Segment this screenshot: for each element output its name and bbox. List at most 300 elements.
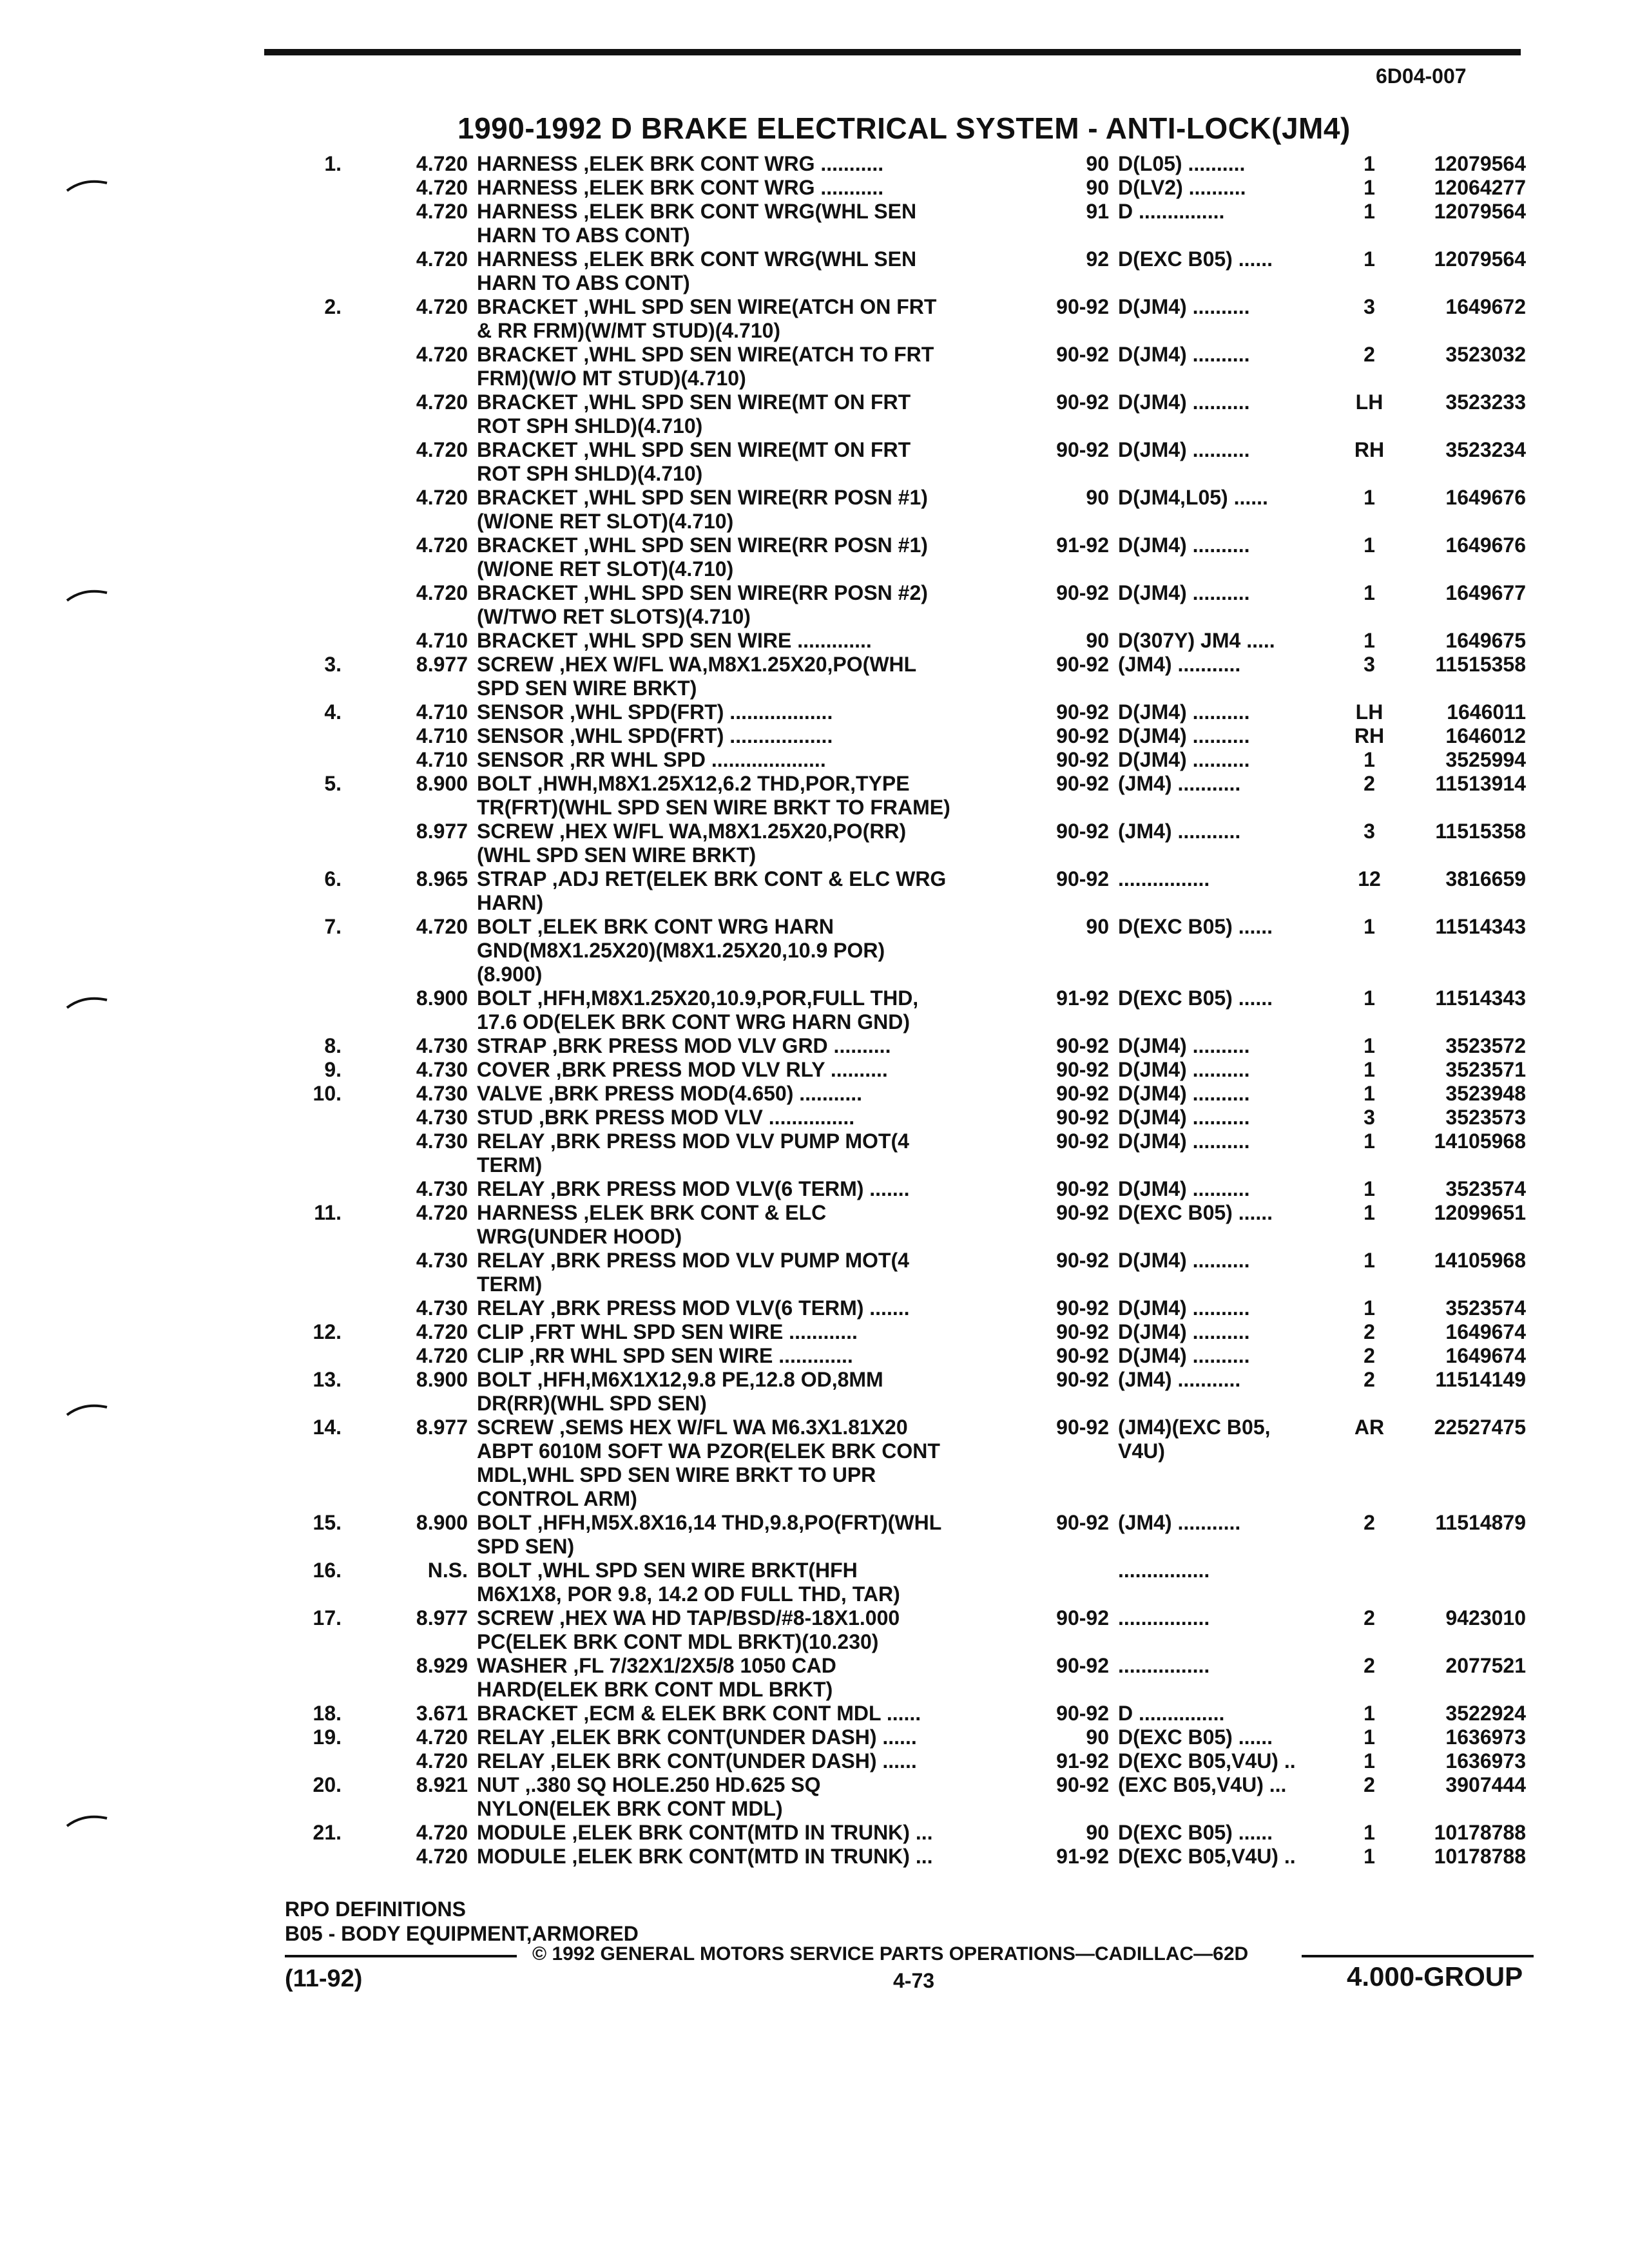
group-number: 4.730 <box>416 1034 468 1057</box>
part-description: RELAY ,ELEK BRK CONT(UNDER DASH) ...... <box>477 1749 917 1773</box>
quantity: 2 <box>1364 343 1375 366</box>
group-number: 8.900 <box>416 986 468 1010</box>
part-row <box>0 1702 1629 1725</box>
part-number: 12079564 <box>1434 200 1526 223</box>
model-year: 91 <box>1086 200 1109 223</box>
group-number: 4.710 <box>416 700 468 724</box>
part-description: SENSOR ,WHL SPD(FRT) .................. <box>477 700 833 724</box>
part-row <box>0 1821 1629 1845</box>
model-usage: D(EXC B05,V4U) .. <box>1118 1749 1296 1773</box>
part-description: BRACKET ,WHL SPD SEN WIRE ............. <box>477 629 872 652</box>
model-year: 90 <box>1086 152 1109 175</box>
model-usage: (JM4) ........... <box>1118 820 1241 843</box>
part-number: 3907444 <box>1445 1773 1526 1796</box>
binder-mark <box>64 175 110 195</box>
quantity: 1 <box>1364 1845 1375 1868</box>
model-usage: D(JM4) .......... <box>1118 748 1250 771</box>
part-description: SENSOR ,WHL SPD(FRT) .................. <box>477 724 833 747</box>
quantity: 2 <box>1364 1511 1375 1534</box>
quantity: 1 <box>1364 1296 1375 1320</box>
model-year: 90-92 <box>1056 1058 1109 1081</box>
part-row <box>0 629 1629 653</box>
group-number: 4.720 <box>416 1320 468 1343</box>
ref-number: 17. <box>313 1606 342 1629</box>
ref-number: 5. <box>324 772 342 795</box>
part-description: SCREW ,HEX W/FL WA,M8X1.25X20,PO(WHL SPD SEN WIRE BRKT) <box>477 653 917 700</box>
ref-number: 15. <box>313 1511 342 1534</box>
model-usage: (JM4) ........... <box>1118 1368 1241 1391</box>
model-usage: D(JM4) .......... <box>1118 390 1250 414</box>
part-description: RELAY ,BRK PRESS MOD VLV(6 TERM) ....... <box>477 1177 910 1200</box>
ref-number: 6. <box>324 867 342 890</box>
part-number: 11514343 <box>1435 915 1526 938</box>
part-number: 3523233 <box>1445 390 1526 414</box>
part-number: 1636973 <box>1445 1725 1526 1749</box>
part-number: 11514149 <box>1435 1368 1526 1391</box>
part-row <box>0 1845 1629 1869</box>
quantity: 1 <box>1364 1702 1375 1725</box>
part-row <box>0 1725 1629 1749</box>
part-number: 12079564 <box>1434 152 1526 175</box>
parts-list <box>0 152 1629 1869</box>
model-usage: D(JM4) .......... <box>1118 1106 1250 1129</box>
part-number: 11515358 <box>1435 820 1526 843</box>
model-usage: (JM4) ........... <box>1118 1511 1241 1534</box>
part-row <box>0 1749 1629 1773</box>
part-row <box>0 986 1629 1034</box>
model-year: 90-92 <box>1056 1106 1109 1129</box>
part-description: WASHER ,FL 7/32X1/2X5/8 1050 CAD HARD(ELEK BRK CONT MDL BRKT) <box>477 1654 836 1701</box>
model-year: 90-92 <box>1056 1129 1109 1153</box>
part-number: 9423010 <box>1445 1606 1526 1629</box>
ref-number: 18. <box>313 1702 342 1725</box>
group-number: 4.710 <box>416 724 468 747</box>
part-row <box>0 724 1629 748</box>
part-description: HARNESS ,ELEK BRK CONT WRG ........... <box>477 176 884 199</box>
model-year: 90-92 <box>1056 1606 1109 1629</box>
model-year: 90-92 <box>1056 748 1109 771</box>
model-usage: D ............... <box>1118 1702 1225 1725</box>
part-number: 11514879 <box>1435 1511 1526 1534</box>
group-number: 4.710 <box>416 748 468 771</box>
part-description: SCREW ,HEX WA HD TAP/BSD/#8-18X1.000 PC(ELEK BRK CONT MDL BRKT)(10.230) <box>477 1606 900 1653</box>
quantity: 1 <box>1364 581 1375 604</box>
group-number: 4.720 <box>416 915 468 938</box>
quantity: LH <box>1355 390 1383 414</box>
model-year: 90-92 <box>1056 1201 1109 1224</box>
ref-number: 11. <box>314 1201 342 1224</box>
model-usage: D(EXC B05) ...... <box>1118 1201 1273 1224</box>
model-year: 90 <box>1086 176 1109 199</box>
group-number: 8.965 <box>416 867 468 890</box>
model-year: 90-92 <box>1056 1773 1109 1796</box>
part-row <box>0 343 1629 390</box>
model-usage: D(JM4) .......... <box>1118 533 1250 557</box>
part-number: 11513914 <box>1435 772 1526 795</box>
footer-rule-right <box>1302 1955 1534 1957</box>
model-usage: D(JM4) .......... <box>1118 1344 1250 1367</box>
group-number: 4.720 <box>416 295 468 318</box>
part-description: BOLT ,HFH,M6X1X12,9.8 PE,12.8 OD,8MM DR(RR)(WHL SPD SEN) <box>477 1368 883 1415</box>
model-year: 90-92 <box>1056 1034 1109 1057</box>
part-number: 3816659 <box>1445 867 1526 890</box>
quantity: 1 <box>1364 629 1375 652</box>
model-usage: ................ <box>1118 1606 1210 1629</box>
quantity: 2 <box>1364 1368 1375 1391</box>
model-usage: D ............... <box>1118 200 1225 223</box>
part-row <box>0 1773 1629 1821</box>
part-description: RELAY ,BRK PRESS MOD VLV PUMP MOT(4 TERM) <box>477 1129 909 1177</box>
ref-number: 16. <box>313 1559 342 1582</box>
model-year: 90-92 <box>1056 1654 1109 1677</box>
page-code: 6D04-007 <box>1376 64 1467 88</box>
model-year: 92 <box>1086 247 1109 271</box>
part-number: 14105968 <box>1434 1129 1526 1153</box>
part-description: MODULE ,ELEK BRK CONT(MTD IN TRUNK) ... <box>477 1845 933 1868</box>
quantity: 3 <box>1364 1106 1375 1129</box>
group-number: 4.720 <box>416 247 468 271</box>
model-usage: D(JM4) .......... <box>1118 1034 1250 1057</box>
quantity: 2 <box>1364 1606 1375 1629</box>
quantity: 1 <box>1364 247 1375 271</box>
model-usage: D(JM4,L05) ...... <box>1118 486 1268 509</box>
rpo-definition: B05 - BODY EQUIPMENT,ARMORED <box>285 1922 639 1945</box>
model-usage: D(EXC B05) ...... <box>1118 986 1273 1010</box>
quantity: 12 <box>1358 867 1381 890</box>
model-usage: D(JM4) .......... <box>1118 295 1250 318</box>
model-year: 90 <box>1086 915 1109 938</box>
part-description: BRACKET ,WHL SPD SEN WIRE(RR POSN #1) (W/ONE RET SLOT)(4.710) <box>477 533 928 581</box>
model-year: 90-92 <box>1056 1177 1109 1200</box>
quantity: 1 <box>1364 986 1375 1010</box>
quantity: 2 <box>1364 1320 1375 1343</box>
page-title: 1990-1992 D BRAKE ELECTRICAL SYSTEM - ANTI-LOCK(JM4) <box>458 111 1351 145</box>
group-number: 4.730 <box>416 1106 468 1129</box>
part-row <box>0 438 1629 486</box>
part-row <box>0 1344 1629 1368</box>
part-description: HARNESS ,ELEK BRK CONT & ELC WRG(UNDER HOOD) <box>477 1201 827 1248</box>
model-usage: D(JM4) .......... <box>1118 581 1250 604</box>
ref-number: 4. <box>324 700 342 724</box>
part-description: BRACKET ,WHL SPD SEN WIRE(MT ON FRT ROT SPH SHLD)(4.710) <box>477 390 911 437</box>
part-number: 14105968 <box>1434 1249 1526 1272</box>
part-row <box>0 915 1629 986</box>
group-number: 4.720 <box>416 1749 468 1773</box>
part-row <box>0 176 1629 200</box>
part-description: CLIP ,RR WHL SPD SEN WIRE ............. <box>477 1344 853 1367</box>
part-number: 3523573 <box>1445 1106 1526 1129</box>
part-row <box>0 1511 1629 1559</box>
part-row <box>0 1058 1629 1082</box>
part-number: 1646011 <box>1447 700 1526 724</box>
part-row <box>0 1177 1629 1201</box>
part-description: HARNESS ,ELEK BRK CONT WRG(WHL SEN HARN TO ABS CONT) <box>477 247 917 294</box>
ref-number: 7. <box>324 915 342 938</box>
model-usage: D(LV2) .......... <box>1118 176 1246 199</box>
group-number: 4.720 <box>416 1845 468 1868</box>
part-description: HARNESS ,ELEK BRK CONT WRG ........... <box>477 152 884 175</box>
part-row <box>0 390 1629 438</box>
part-row <box>0 533 1629 581</box>
part-description: STRAP ,BRK PRESS MOD VLV GRD .......... <box>477 1034 891 1057</box>
part-row <box>0 1654 1629 1702</box>
group-number: 4.720 <box>416 1344 468 1367</box>
quantity: RH <box>1354 438 1385 461</box>
part-row <box>0 820 1629 867</box>
model-year: 90-92 <box>1056 438 1109 461</box>
model-usage: D(EXC B05,V4U) .. <box>1118 1845 1296 1868</box>
part-row <box>0 581 1629 629</box>
quantity: 1 <box>1364 1201 1375 1224</box>
model-usage: D(JM4) .......... <box>1118 1177 1250 1200</box>
quantity: 3 <box>1364 820 1375 843</box>
part-row <box>0 1559 1629 1606</box>
copyright: © 1992 GENERAL MOTORS SERVICE PARTS OPERATIONS—CADILLAC—62D <box>532 1943 1249 1965</box>
part-number: 3523574 <box>1445 1177 1526 1200</box>
quantity: 2 <box>1364 1344 1375 1367</box>
ref-number: 21. <box>313 1821 342 1844</box>
group-number: 4.720 <box>416 1201 468 1224</box>
ref-number: 10. <box>313 1082 342 1105</box>
part-number: 1636973 <box>1445 1749 1526 1773</box>
group-number: 8.977 <box>416 653 468 676</box>
part-number: 11515358 <box>1435 653 1526 676</box>
quantity: 2 <box>1364 1654 1375 1677</box>
model-usage: D(JM4) .......... <box>1118 343 1250 366</box>
group-number: 4.720 <box>416 1725 468 1749</box>
quantity: 1 <box>1364 176 1375 199</box>
quantity: 1 <box>1364 486 1375 509</box>
part-row <box>0 152 1629 176</box>
group-number: 4.730 <box>416 1249 468 1272</box>
part-description: BOLT ,WHL SPD SEN WIRE BRKT(HFH M6X1X8, POR 9.8, 14.2 OD FULL THD, TAR) <box>477 1559 900 1606</box>
part-row <box>0 867 1629 915</box>
model-usage: D(JM4) .......... <box>1118 1129 1250 1153</box>
part-number: 1649674 <box>1445 1320 1526 1343</box>
part-row <box>0 1201 1629 1249</box>
model-usage: D(JM4) .......... <box>1118 700 1250 724</box>
ref-number: 2. <box>324 295 342 318</box>
model-usage: D(EXC B05) ...... <box>1118 1725 1273 1749</box>
model-usage: D(JM4) .......... <box>1118 438 1250 461</box>
quantity: 1 <box>1364 1177 1375 1200</box>
rpo-heading: RPO DEFINITIONS <box>285 1898 466 1921</box>
part-row <box>0 653 1629 700</box>
model-year: 90-92 <box>1056 1368 1109 1391</box>
part-row <box>0 700 1629 724</box>
group-number: 4.710 <box>416 629 468 652</box>
group-number: N.S. <box>427 1559 468 1582</box>
model-year: 90-92 <box>1056 1416 1109 1439</box>
model-year: 91-92 <box>1056 1845 1109 1868</box>
model-usage: D(L05) .......... <box>1118 152 1246 175</box>
group-number: 4.720 <box>416 343 468 366</box>
part-row <box>0 1606 1629 1654</box>
model-year: 90-92 <box>1056 581 1109 604</box>
part-description: HARNESS ,ELEK BRK CONT WRG(WHL SEN HARN TO ABS CONT) <box>477 200 917 247</box>
quantity: 1 <box>1364 1249 1375 1272</box>
group-number: 4.720 <box>416 176 468 199</box>
group-number: 4.720 <box>416 1821 468 1844</box>
part-number: 1649672 <box>1445 295 1526 318</box>
group-number: 8.900 <box>416 772 468 795</box>
part-description: CLIP ,FRT WHL SPD SEN WIRE ............ <box>477 1320 858 1343</box>
part-row <box>0 1106 1629 1129</box>
group-number: 4.720 <box>416 581 468 604</box>
ref-number: 19. <box>313 1725 342 1749</box>
part-row <box>0 1082 1629 1106</box>
part-number: 1649677 <box>1445 581 1526 604</box>
part-number: 3523032 <box>1445 343 1526 366</box>
part-number: 12079564 <box>1434 247 1526 271</box>
model-usage: D(JM4) .......... <box>1118 1296 1250 1320</box>
part-number: 10178788 <box>1434 1821 1526 1844</box>
part-number: 11514343 <box>1435 986 1526 1010</box>
group-number: 3.671 <box>416 1702 468 1725</box>
quantity: 3 <box>1364 653 1375 676</box>
part-description: VALVE ,BRK PRESS MOD(4.650) ........... <box>477 1082 863 1105</box>
group-number: 4.720 <box>416 438 468 461</box>
model-year: 90 <box>1086 1821 1109 1844</box>
part-number: 3523571 <box>1445 1058 1526 1081</box>
model-usage: ................ <box>1118 1559 1210 1582</box>
quantity: 1 <box>1364 1058 1375 1081</box>
quantity: 1 <box>1364 152 1375 175</box>
part-description: BOLT ,HFH,M5X.8X16,14 THD,9.8,PO(FRT)(WHL SPD SEN) <box>477 1511 942 1558</box>
model-usage: (JM4)(EXC B05, V4U) <box>1118 1416 1271 1463</box>
quantity: 1 <box>1364 1129 1375 1153</box>
group-number: 4.730 <box>416 1129 468 1153</box>
part-description: BRACKET ,WHL SPD SEN WIRE(ATCH TO FRT FRM)(W/O MT STUD)(4.710) <box>477 343 934 390</box>
part-row <box>0 748 1629 772</box>
model-year: 90-92 <box>1056 1511 1109 1534</box>
part-number: 3525994 <box>1445 748 1526 771</box>
ref-number: 20. <box>313 1773 342 1796</box>
quantity: AR <box>1354 1416 1385 1439</box>
part-row <box>0 295 1629 343</box>
part-row <box>0 486 1629 533</box>
ref-number: 3. <box>324 653 342 676</box>
part-row <box>0 247 1629 295</box>
model-usage: D(EXC B05) ...... <box>1118 1821 1273 1844</box>
part-description: SCREW ,SEMS HEX W/FL WA M6.3X1.81X20 ABPT 6010M SOFT WA PZOR(ELEK BRK CONT MDL,WHL SPD SEN WIRE BRKT TO UPR CONTROL ARM) <box>477 1416 940 1510</box>
part-description: BRACKET ,WHL SPD SEN WIRE(MT ON FRT ROT SPH SHLD)(4.710) <box>477 438 911 485</box>
part-number: 10178788 <box>1434 1845 1526 1868</box>
quantity: 1 <box>1364 1725 1375 1749</box>
group-number: 4.720 <box>416 533 468 557</box>
model-year: 91-92 <box>1056 1749 1109 1773</box>
quantity: RH <box>1354 724 1385 747</box>
model-year: 91-92 <box>1056 533 1109 557</box>
group-number: 4.720 <box>416 486 468 509</box>
model-usage: D(EXC B05) ...... <box>1118 247 1273 271</box>
model-year: 90-92 <box>1056 772 1109 795</box>
part-row <box>0 1129 1629 1177</box>
model-year: 90-92 <box>1056 1344 1109 1367</box>
part-number: 2077521 <box>1445 1654 1526 1677</box>
model-usage: D(JM4) .......... <box>1118 1082 1250 1105</box>
part-number: 3522924 <box>1445 1702 1526 1725</box>
part-description: SCREW ,HEX W/FL WA,M8X1.25X20,PO(RR) (WHL SPD SEN WIRE BRKT) <box>477 820 907 867</box>
model-year: 90-92 <box>1056 700 1109 724</box>
part-number: 1649676 <box>1445 533 1526 557</box>
quantity: 1 <box>1364 1082 1375 1105</box>
group-number: 4.730 <box>416 1082 468 1105</box>
model-usage: (EXC B05,V4U) ... <box>1118 1773 1287 1796</box>
page-number: 4-73 <box>893 1969 935 1992</box>
binder-mark <box>64 1399 110 1419</box>
part-description: STUD ,BRK PRESS MOD VLV ............... <box>477 1106 855 1129</box>
part-number: 3523948 <box>1445 1082 1526 1105</box>
model-year: 90-92 <box>1056 295 1109 318</box>
footer-rule-left <box>285 1955 517 1957</box>
model-year: 90-92 <box>1056 1702 1109 1725</box>
group-number: 8.900 <box>416 1368 468 1391</box>
quantity: 1 <box>1364 748 1375 771</box>
ref-number: 8. <box>324 1034 342 1057</box>
model-year: 90-92 <box>1056 1320 1109 1343</box>
group-number: 8.921 <box>416 1773 468 1796</box>
binder-mark <box>64 992 110 1012</box>
model-year: 90-92 <box>1056 1296 1109 1320</box>
part-description: BOLT ,HWH,M8X1.25X12,6.2 THD,POR,TYPE TR(FRT)(WHL SPD SEN WIRE BRKT TO FRAME) <box>477 772 950 819</box>
model-year: 90 <box>1086 629 1109 652</box>
quantity: 1 <box>1364 200 1375 223</box>
ref-number: 12. <box>313 1320 342 1343</box>
part-description: BRACKET ,WHL SPD SEN WIRE(RR POSN #1) (W/ONE RET SLOT)(4.710) <box>477 486 928 533</box>
group-code: 4.000-GROUP <box>1347 1961 1523 1992</box>
quantity: 1 <box>1364 533 1375 557</box>
model-year: 91-92 <box>1056 986 1109 1010</box>
model-year: 90-92 <box>1056 724 1109 747</box>
group-number: 4.730 <box>416 1177 468 1200</box>
model-year: 90-92 <box>1056 343 1109 366</box>
top-rule <box>264 49 1521 55</box>
part-number: 22527475 <box>1434 1416 1526 1439</box>
part-row <box>0 1416 1629 1511</box>
binder-mark <box>64 585 110 604</box>
part-description: MODULE ,ELEK BRK CONT(MTD IN TRUNK) ... <box>477 1821 933 1844</box>
part-description: BOLT ,ELEK BRK CONT WRG HARN GND(M8X1.25X20)(M8X1.25X20,10.9 POR) (8.900) <box>477 915 885 986</box>
part-number: 3523234 <box>1445 438 1526 461</box>
part-row <box>0 1249 1629 1296</box>
model-usage: D(307Y) JM4 ..... <box>1118 629 1275 652</box>
model-usage: D(EXC B05) ...... <box>1118 915 1273 938</box>
date-code: (11-92) <box>285 1965 363 1992</box>
quantity: LH <box>1355 700 1383 724</box>
model-usage: D(JM4) .......... <box>1118 1249 1250 1272</box>
ref-number: 1. <box>324 152 342 175</box>
model-year: 90-92 <box>1056 653 1109 676</box>
group-number: 4.720 <box>416 200 468 223</box>
model-usage: D(JM4) .......... <box>1118 1058 1250 1081</box>
model-year: 90-92 <box>1056 390 1109 414</box>
part-description: NUT ,.380 SQ HOLE.250 HD.625 SQ NYLON(ELEK BRK CONT MDL) <box>477 1773 821 1820</box>
part-number: 12099651 <box>1434 1201 1526 1224</box>
part-row <box>0 1296 1629 1320</box>
group-number: 4.720 <box>416 152 468 175</box>
group-number: 4.730 <box>416 1296 468 1320</box>
part-description: COVER ,BRK PRESS MOD VLV RLY .......... <box>477 1058 888 1081</box>
part-number: 1646012 <box>1445 724 1526 747</box>
part-row <box>0 1034 1629 1058</box>
part-description: RELAY ,BRK PRESS MOD VLV(6 TERM) ....... <box>477 1296 910 1320</box>
part-row <box>0 200 1629 247</box>
group-number: 8.929 <box>416 1654 468 1677</box>
rpo-definitions <box>285 1897 639 1946</box>
model-year: 90-92 <box>1056 1082 1109 1105</box>
model-year: 90-92 <box>1056 820 1109 843</box>
